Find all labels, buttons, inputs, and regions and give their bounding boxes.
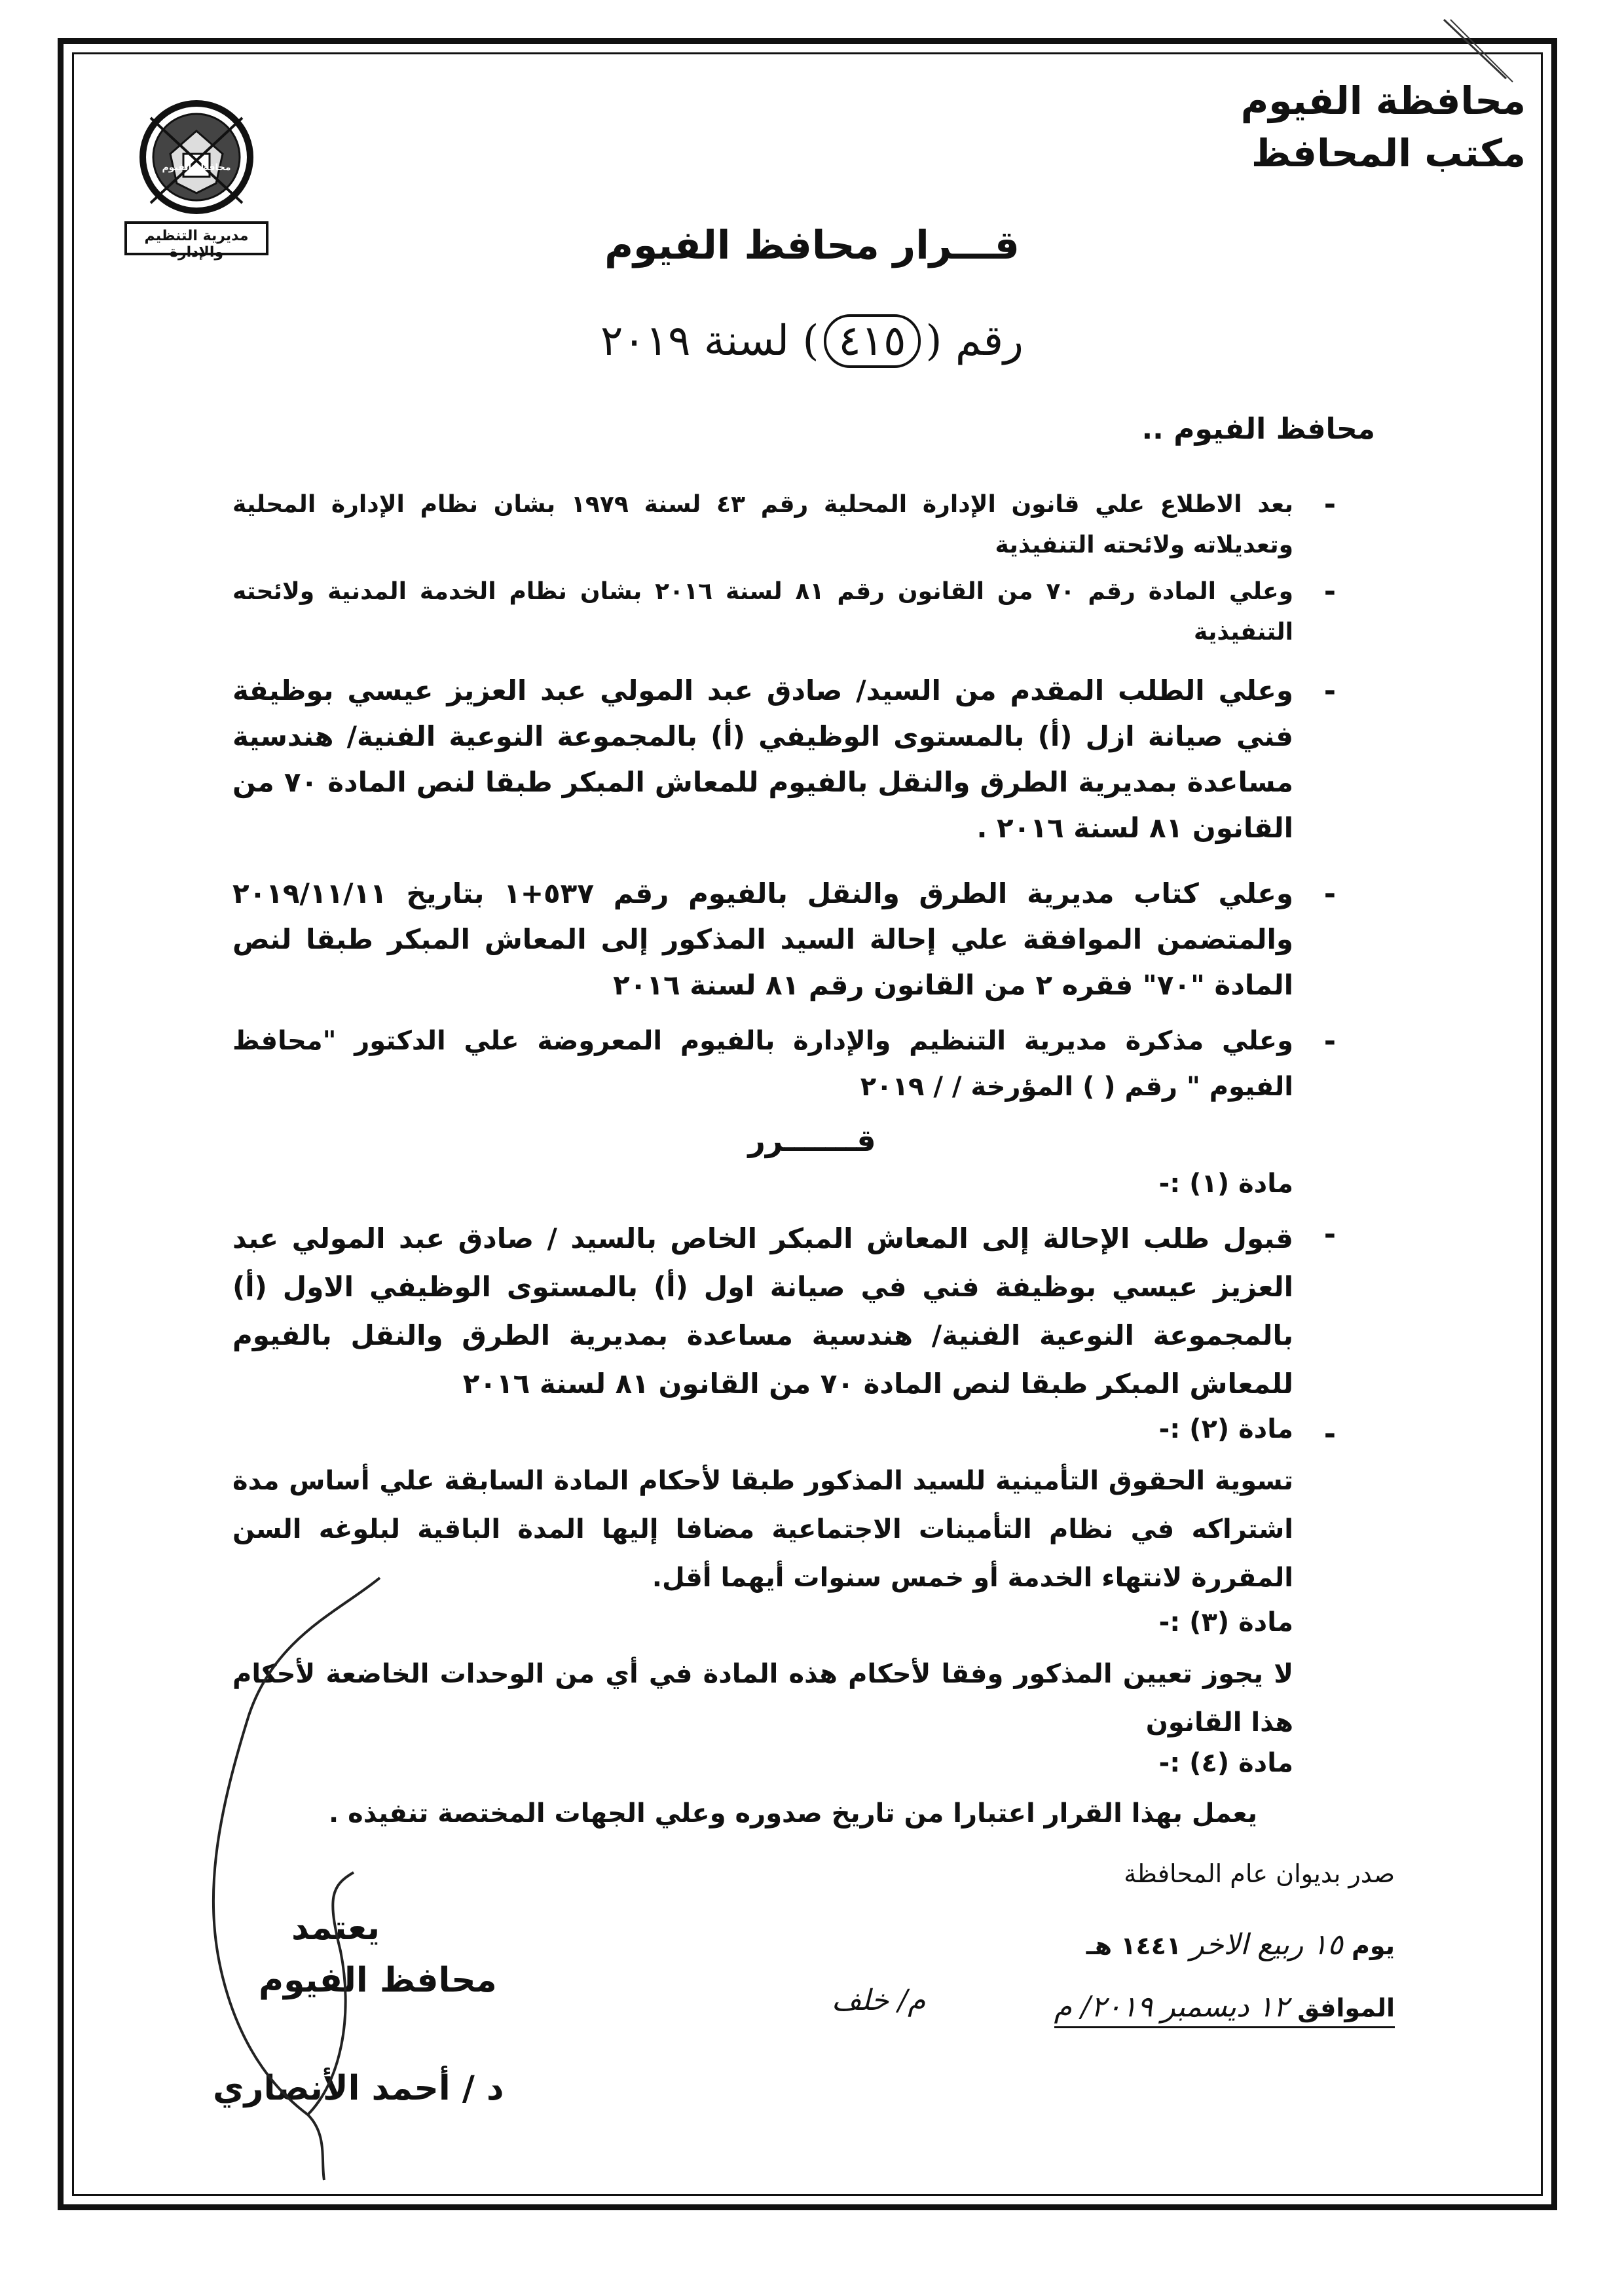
article-2-text: تسوية الحقوق التأمينية للسيد المذكور طبقا لأحكام المادة السابقة علي أساس مدة اشتراكه في نظام التأمينات الاجتماعية مضافا إليها المدة الباقية لبلوغه السن المقررة لانتهاء الخدمة أو خمس سنوات أيهما أقل. <box>232 1466 1293 1593</box>
preamble-item: وعلي كتاب مديرية الطرق والنقل بالفيوم رقم ٥٣٧+١ بتاريخ ٢٠١٩/١١/١١ والمتضمن الموافقة علي إحالة السيد المذكور إلى المعاش المبكر طبقا لنص المادة "٧٠" فقره ٢ من القانون رقم ٨١ لسنة ٢٠١٦ <box>232 877 1293 1001</box>
decision-heading: قـــــــرر <box>748 1123 876 1158</box>
bullet-marker: - <box>1323 575 1336 608</box>
greg-month: ديسمبر <box>1161 1990 1249 2024</box>
article-3-label: مادة (٣) :- <box>1158 1607 1293 1637</box>
greg-year: ٢٠١٩/ م <box>1054 1990 1153 2024</box>
article-3-text: لا يجوز تعيين المذكور وفقا لأحكام هذه المادة في أي من الوحدات الخاضعة لأحكام هذا القانون <box>232 1659 1293 1738</box>
hijri-month: ربيع الاخر <box>1190 1928 1304 1961</box>
decision-title: قـــرار محافظ الفيوم <box>604 223 1020 268</box>
gregorian-date <box>1054 1990 1395 2028</box>
hijri-date <box>1086 1928 1395 1961</box>
decision-number-suffix: ) لسنة ٢٠١٩ <box>600 317 819 365</box>
decision-number <box>0 314 1624 368</box>
article-1-text: قبول طلب الإحالة إلى المعاش المبكر الخاص بالسيد / صادق عبد المولي عبد العزيز عيسي بوظيفة فني في صيانة اول (أ) بالمستوى الوظيفي الاول (أ) بالمجموعة النوعية الفنية/ هندسية مساعدة بمديرية الطرق والنقل بالفيوم للمعاش المبكر طبقا لنص المادة ٧٠ من القانون ٨١ لسنة ٢٠١٦ <box>232 1222 1293 1400</box>
article-4-label: مادة (٤) :- <box>1158 1748 1293 1778</box>
approval-word: يعتمد <box>291 1908 380 1948</box>
logo-seal-text: محافظة الفيوم <box>162 162 231 173</box>
preamble-item: وعلي الطلب المقدم من السيد/ صادق عبد المولي عبد العزيز عيسي بوظيفة فني صيانة ازل (أ) بالمستوى الوظيفي (أ) بالمجموعة النوعية الفنية/ هندسية مساعدة بمديرية الطرق والنقل بالفيوم للمعاش المبكر طبقا لنص المادة ٧٠ من القانون ٨١ لسنة ٢٠١٦ . <box>232 674 1293 844</box>
hijri-day: ١٥ <box>1312 1928 1343 1961</box>
approver-name: د / أحمد الأنصاري <box>213 2069 504 2108</box>
article-1-label: مادة (١) :- <box>1158 1169 1293 1199</box>
addressee: محافظ الفيوم .. <box>1141 412 1375 446</box>
bullet-marker: - <box>1323 877 1336 911</box>
header-office: مكتب المحافظ <box>1251 131 1526 175</box>
preamble-item: بعد الاطلاع علي قانون الإدارة المحلية رقم ٤٣ لسنة ١٩٧٩ بشان نظام الإدارة المحلية وتعديلاته ولائحته التنفيذية <box>232 491 1293 558</box>
greg-prefix: الموافق <box>1297 1994 1395 2022</box>
decision-number-value: ٤١٥ <box>824 314 920 368</box>
header-governorate: محافظة الفيوم <box>1240 79 1526 123</box>
preamble-item: وعلي مذكرة مديرية التنظيم والإدارة بالفيوم المعروضة علي الدكتور "محافظ الفيوم " رقم ( ) المؤرخة / / ٢٠١٩ <box>232 1026 1293 1102</box>
bullet-marker: - <box>1323 488 1336 521</box>
decision-number-prefix: رقم ( <box>925 317 1024 365</box>
bullet-marker: - <box>1323 1025 1336 1058</box>
hijri-prefix: يوم <box>1352 1931 1395 1960</box>
greg-day: ١٢ <box>1257 1990 1289 2024</box>
handwritten-initials: م/ خلف <box>832 1984 926 2017</box>
issued-line: صدر بديوان عام المحافظة <box>1124 1859 1395 1888</box>
bullet-marker: - <box>1323 1218 1336 1251</box>
bullet-marker: - <box>1323 674 1336 708</box>
approval-title: محافظ الفيوم <box>259 1961 497 2000</box>
hijri-year: ١٤٤١ هـ <box>1086 1931 1182 1960</box>
article-4-text: يعمل بهذا القرار اعتبارا من تاريخ صدوره وعلي الجهات المختصة تنفيذه . <box>329 1798 1257 1829</box>
logo-label: مديرية التنظيم والإدارة <box>144 228 249 261</box>
bullet-marker: - <box>1323 1417 1336 1451</box>
preamble-item: وعلي المادة رقم ٧٠ من القانون رقم ٨١ لسنة ٢٠١٦ بشان نظام الخدمة المدنية ولائحته التنفيذية <box>232 578 1293 646</box>
article-2-label: مادة (٢) :- <box>1158 1414 1293 1444</box>
